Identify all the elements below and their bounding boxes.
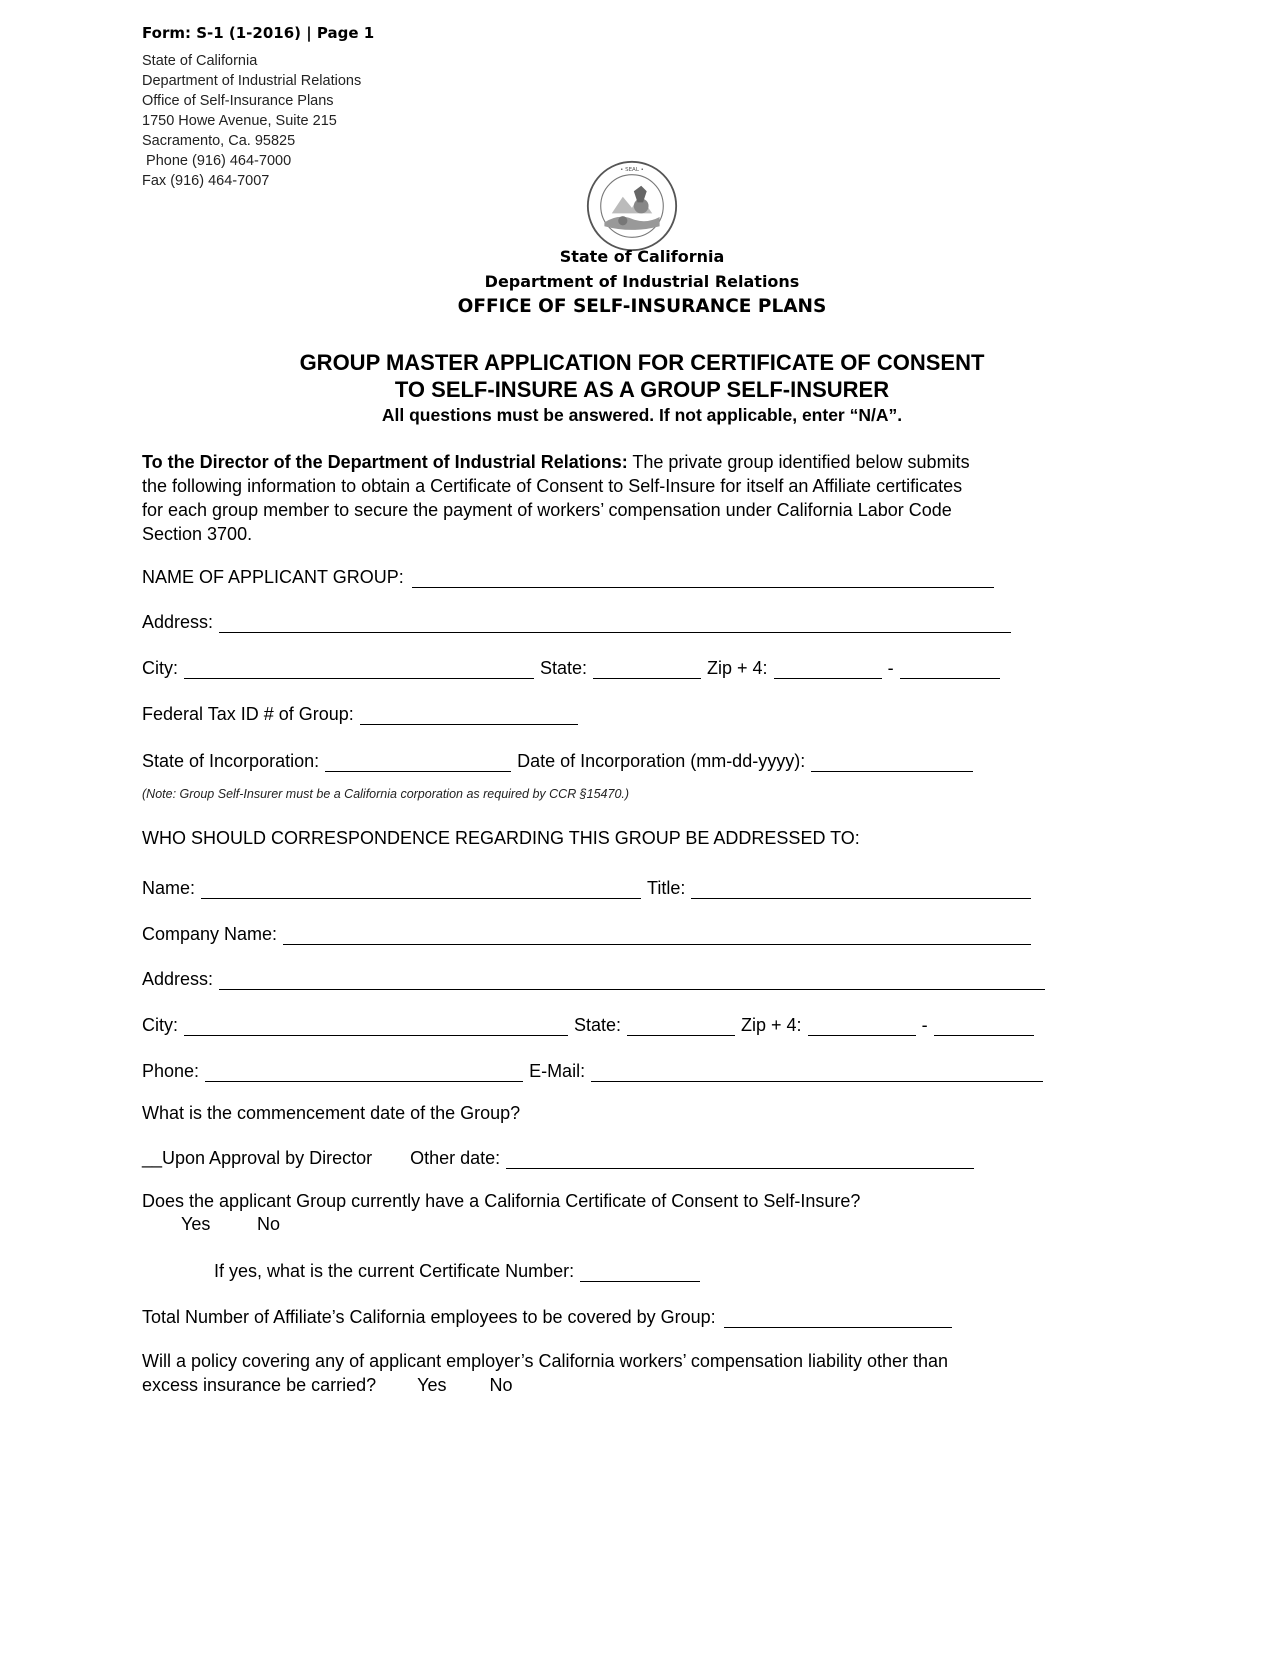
correspondence-heading: WHO SHOULD CORRESPONDENCE REGARDING THIS GROUP BE ADDRESSED TO: [142,828,860,848]
group-name-field[interactable] [412,569,994,588]
zip-label: Zip + 4: [741,1015,802,1035]
contact-zip4-field[interactable] [934,1017,1034,1036]
address-line: Phone (916) 464-7000 [142,153,292,169]
group-address-row [142,607,1011,633]
policy-question-text: excess insurance be carried? [142,1375,377,1395]
commencement-question: What is the commencement date of the Group? [142,1103,521,1123]
corporation-note: (Note: Group Self-Insurer must be a California corporation as required by CCR §15470.) [142,787,630,801]
contact-address-field[interactable] [219,971,1045,990]
address-label: Address: [142,612,214,632]
incorporation-row [142,746,973,772]
agency-state: State of California [559,247,725,266]
form-title-line2: TO SELF-INSURE AS A GROUP SELF-INSURER [394,377,890,402]
group-name-row [142,562,994,588]
state-label: State: [574,1015,622,1035]
city-label: City: [142,658,178,678]
contact-address-row [142,964,1045,990]
state-inc-field[interactable] [325,753,511,772]
address-label: Address: [142,969,214,989]
certificate-question: Does the applicant Group currently have a California Certificate of Consent to Self-Insure? [142,1191,861,1211]
intro-text: Section 3700. [142,524,253,544]
intro-text: The private group identified below submits [627,452,970,472]
certificate-number-label: If yes, what is the current Certificate Number: [214,1261,575,1281]
group-state-field[interactable] [593,660,701,679]
upon-approval-option[interactable]: __Upon Approval by Director [142,1148,373,1168]
address-line: Sacramento, Ca. 95825 [142,133,296,149]
certificate-no-option[interactable]: No [257,1214,281,1234]
policy-question-line1: Will a policy covering any of applicant employer’s California workers’ compensation liability other than [142,1351,949,1371]
email-field[interactable] [591,1063,1043,1082]
group-zip4-field[interactable] [900,660,1000,679]
form-instruction: All questions must be answered. If not applicable, enter “N/A”. [381,405,903,425]
phone-field[interactable] [205,1063,523,1082]
group-city-row [142,653,1000,679]
group-zip-field[interactable] [774,660,882,679]
policy-yes-option[interactable]: Yes [417,1375,447,1395]
contact-title-field[interactable] [691,880,1031,899]
address-line: State of California [142,53,258,69]
fein-row [142,699,578,725]
date-inc-label: Date of Incorporation (mm-dd-yyyy): [517,751,806,771]
contact-city-field[interactable] [184,1017,568,1036]
svg-text:• SEAL •: • SEAL • [620,167,644,174]
agency-office: OFFICE OF SELF-INSURANCE PLANS [457,296,827,317]
group-name-label: NAME OF APPLICANT GROUP: [142,567,404,587]
address-line: Department of Industrial Relations [142,73,362,89]
form-title-line1: GROUP MASTER APPLICATION FOR CERTIFICATE OF CONSENT [299,350,985,375]
contact-city-row [142,1010,1034,1036]
other-date-label: Other date: [410,1148,501,1168]
intro-text: for each group member to secure the payment of workers’ compensation under California Labor Code [142,500,952,520]
address-line: Fax (916) 464-7007 [142,173,270,189]
form-id: Form: S-1 (1-2016) | Page 1 [142,24,375,42]
zip-label: Zip + 4: [707,658,768,678]
state-seal-icon [586,160,678,252]
zip-dash: - [887,658,894,678]
certificate-number-row [214,1256,700,1282]
contact-name-row [142,873,1031,899]
state-inc-label: State of Incorporation: [142,751,320,771]
title-label: Title: [647,878,686,898]
email-label: E-Mail: [529,1061,586,1081]
phone-label: Phone: [142,1061,200,1081]
city-label: City: [142,1015,178,1035]
fein-field[interactable] [360,706,578,725]
name-label: Name: [142,878,196,898]
address-line: Office of Self-Insurance Plans [142,93,334,109]
fein-label: Federal Tax ID # of Group: [142,704,354,724]
other-date-field[interactable] [506,1150,974,1169]
company-row [142,919,1031,945]
state-label: State: [540,658,588,678]
policy-no-option[interactable]: No [489,1375,513,1395]
company-name-field[interactable] [283,926,1031,945]
return-address [142,51,361,191]
agency-department: Department of Industrial Relations [484,272,800,291]
phone-email-row [142,1056,1043,1082]
employees-row [142,1302,952,1328]
intro-text: the following information to obtain a Certificate of Consent to Self-Insure for itself an Affiliate certificates [142,476,963,496]
intro-addressee: To the Director of the Department of Industrial Relations: [142,452,628,472]
contact-name-field[interactable] [201,880,641,899]
certificate-number-field[interactable] [580,1263,700,1282]
group-city-field[interactable] [184,660,534,679]
employees-label: Total Number of Affiliate’s California employees to be covered by Group: [142,1307,716,1327]
policy-question-line2 [142,1373,948,1397]
group-address-field[interactable] [219,614,1011,633]
employees-field[interactable] [724,1309,952,1328]
policy-question [142,1349,948,1397]
contact-zip-field[interactable] [808,1017,916,1036]
commencement-row [142,1143,974,1169]
company-label: Company Name: [142,924,278,944]
intro-paragraph [142,450,970,546]
zip-dash: - [921,1015,928,1035]
contact-state-field[interactable] [627,1017,735,1036]
date-inc-field[interactable] [811,753,973,772]
certificate-yes-option[interactable]: Yes [181,1214,211,1234]
address-line: 1750 Howe Avenue, Suite 215 [142,113,337,129]
